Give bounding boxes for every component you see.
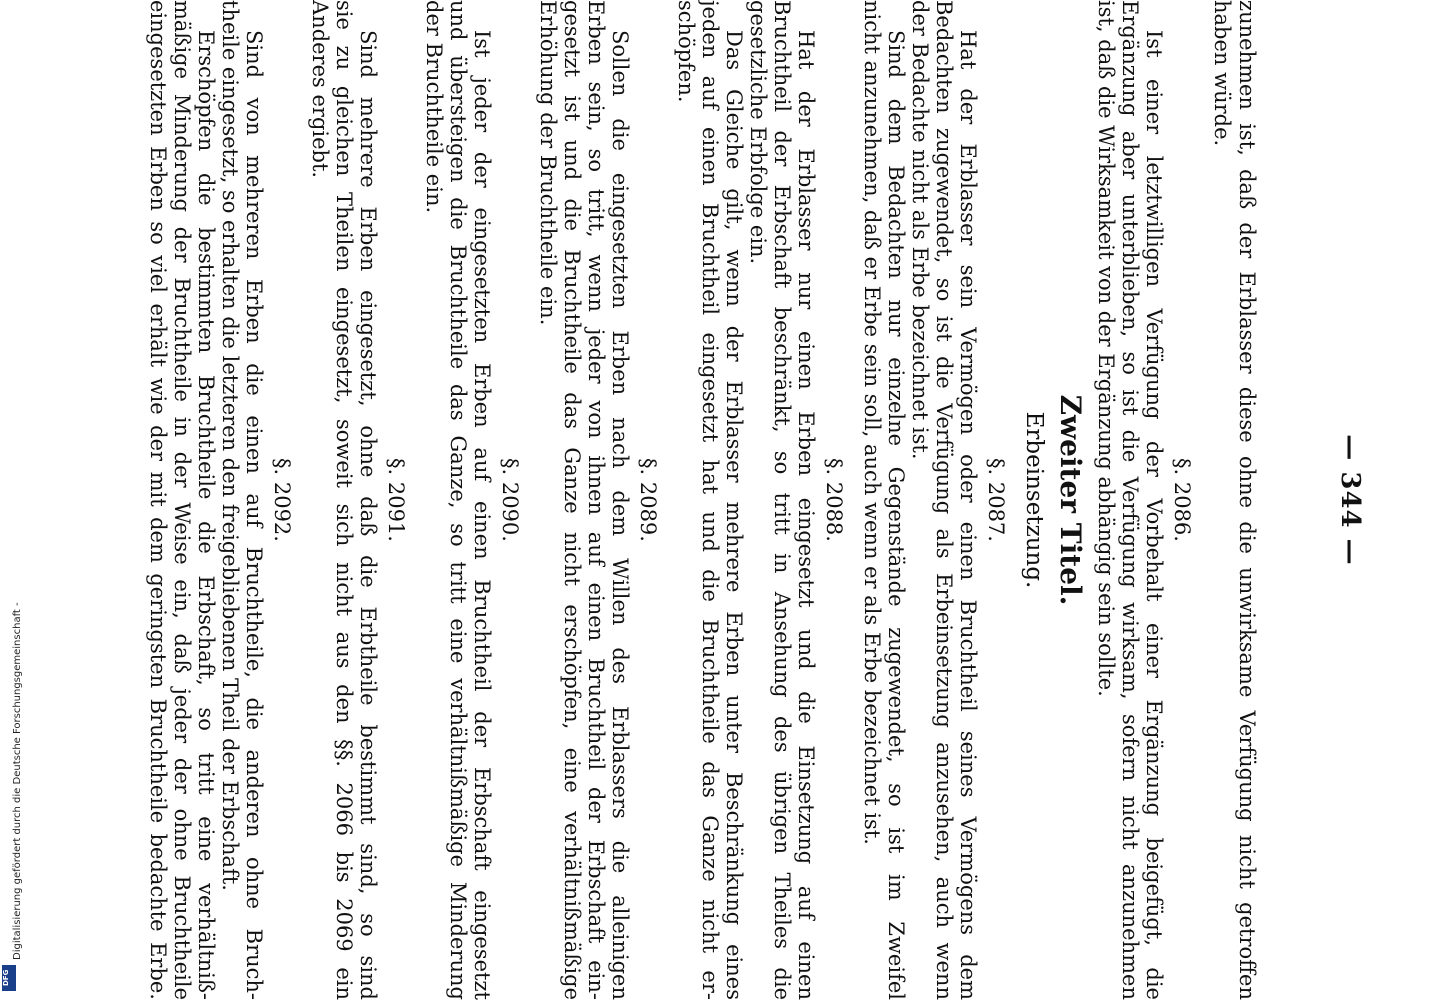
text-line: Ist jeder der eingesetzten Erben auf einen Bruchtheil der Erbschaft eingesetzt <box>470 30 494 1000</box>
side-credit-strip <box>0 0 22 1000</box>
text-line: gesetzt ist und die Bruchtheile das Ganze nicht erschöpfen, eine verhältnißmäßige <box>560 0 584 1000</box>
section-heading-2086: §. 2086. <box>1170 458 1194 542</box>
text-line: haben würde. <box>1210 0 1234 147</box>
text-line: nicht anzunehmen, daß er Erbe sein soll, auch wenn er als Erbe bezeichnet ist. <box>860 0 884 845</box>
text-line: Bedachten zugewendet, so ist die Verfügung als Erbeinsetzung anzusehen, auch wenn <box>932 0 956 1000</box>
page-number: — 344 — <box>1335 434 1365 566</box>
section-heading-2090: §. 2090. <box>498 458 522 542</box>
text-line: theile eingesetzt, so erhalten die letzteren den freigebliebenen Theil der Erbschaft. <box>218 0 242 891</box>
text-line: Sind von mehreren Erben die einen auf Bruchtheile, die anderen ohne Bruch- <box>242 30 266 1000</box>
text-line: und übersteigen die Bruchtheile das Ganze, so tritt eine verhältnißmäßige Minderung <box>446 0 470 1000</box>
text-line: gesetzliche Erbfolge ein. <box>746 0 770 265</box>
text-line: schöpfen. <box>674 0 698 103</box>
text-line: Sind mehrere Erben eingesetzt, ohne daß die Erbtheile bestimmt sind, so sind <box>356 30 380 1000</box>
text-line: Anderes ergiebt. <box>308 0 332 179</box>
text-line: sie zu gleichen Theilen eingesetzt, soweit sich nicht aus den §§. 2066 bis 2069 ein <box>332 0 356 1000</box>
text-line: Ist einer letztwilligen Verfügung der Vorbehalt einer Ergänzung beigefügt, die <box>1142 30 1166 1000</box>
text-line: Hat der Erblasser nur einen Erben eingesetzt und die Einsetzung auf einen <box>794 30 818 1000</box>
text-line: eingesetzten Erben so viel erhält wie der mit dem geringsten Bruchtheile bedachte Erbe. <box>146 0 170 1000</box>
text-line: Erben sein, so tritt, wenn jeder von ihnen auf einen Bruchtheil der Erbschaft ein- <box>584 0 608 1000</box>
text-line: Sind dem Bedachten nur einzelne Gegenstände zugewendet, so ist im Zweifel <box>884 30 908 1000</box>
text-line: Erhöhung der Bruchtheile ein. <box>536 0 560 326</box>
section-heading-2087: §. 2087. <box>984 458 1008 542</box>
dfg-logo: DFG <box>2 965 16 991</box>
section-heading-2091: §. 2091. <box>384 458 408 542</box>
section-heading-2092: §. 2092. <box>270 458 294 542</box>
text-line: mäßige Minderung der Bruchtheile in der Weise ein, daß jeder der ohne Bruchtheile <box>170 0 194 1000</box>
text-line: jeden auf einen Bruchtheil eingesetzt hat und die Bruchtheile das Ganze nicht er- <box>698 0 722 1000</box>
section-heading-2088: §. 2088. <box>822 458 846 542</box>
text-line: Bruchtheil der Erbschaft beschränkt, so tritt in Ansehung des übrigen Theiles die <box>770 0 794 1000</box>
section-heading-2089: §. 2089. <box>636 458 660 542</box>
text-line: Ergänzung aber unterblieben, so ist die Verfügung wirksam, sofern nicht anzunehmen <box>1118 0 1142 1000</box>
text-line: Sollen die eingesetzten Erben nach dem Willen des Erblassers die alleinigen <box>608 30 632 1000</box>
text-line: der Bruchtheile ein. <box>422 0 446 214</box>
text-line: Hat der Erblasser sein Vermögen oder einen Bruchtheil seines Vermögens dem <box>956 30 980 1000</box>
text-line: zunehmen ist, daß der Erblasser diese ohne die unwirksame Verfügung nicht getroffen <box>1235 0 1259 1000</box>
text-line: Das Gleiche gilt, wenn der Erblasser mehrere Erben unter Beschränkung eines <box>722 30 746 1000</box>
chapter-title: Zweiter Titel. <box>1054 394 1087 606</box>
text-line: Erschöpfen die bestimmten Bruchtheile die Erbschaft, so tritt eine verhältniß- <box>194 30 218 1000</box>
chapter-subtitle: Erbeinsetzung. <box>1021 411 1047 589</box>
funding-credit: Digitalisierung gefördert durch die Deutsche Forschungsgemeinschaft - <box>12 602 23 960</box>
text-line: der Bedachte nicht als Erbe bezeichnet ist. <box>908 0 932 460</box>
text-line: ist, daß die Wirksamkeit von der Ergänzung abhängig sein sollte. <box>1094 0 1118 697</box>
rotated-page <box>100 0 1365 1000</box>
